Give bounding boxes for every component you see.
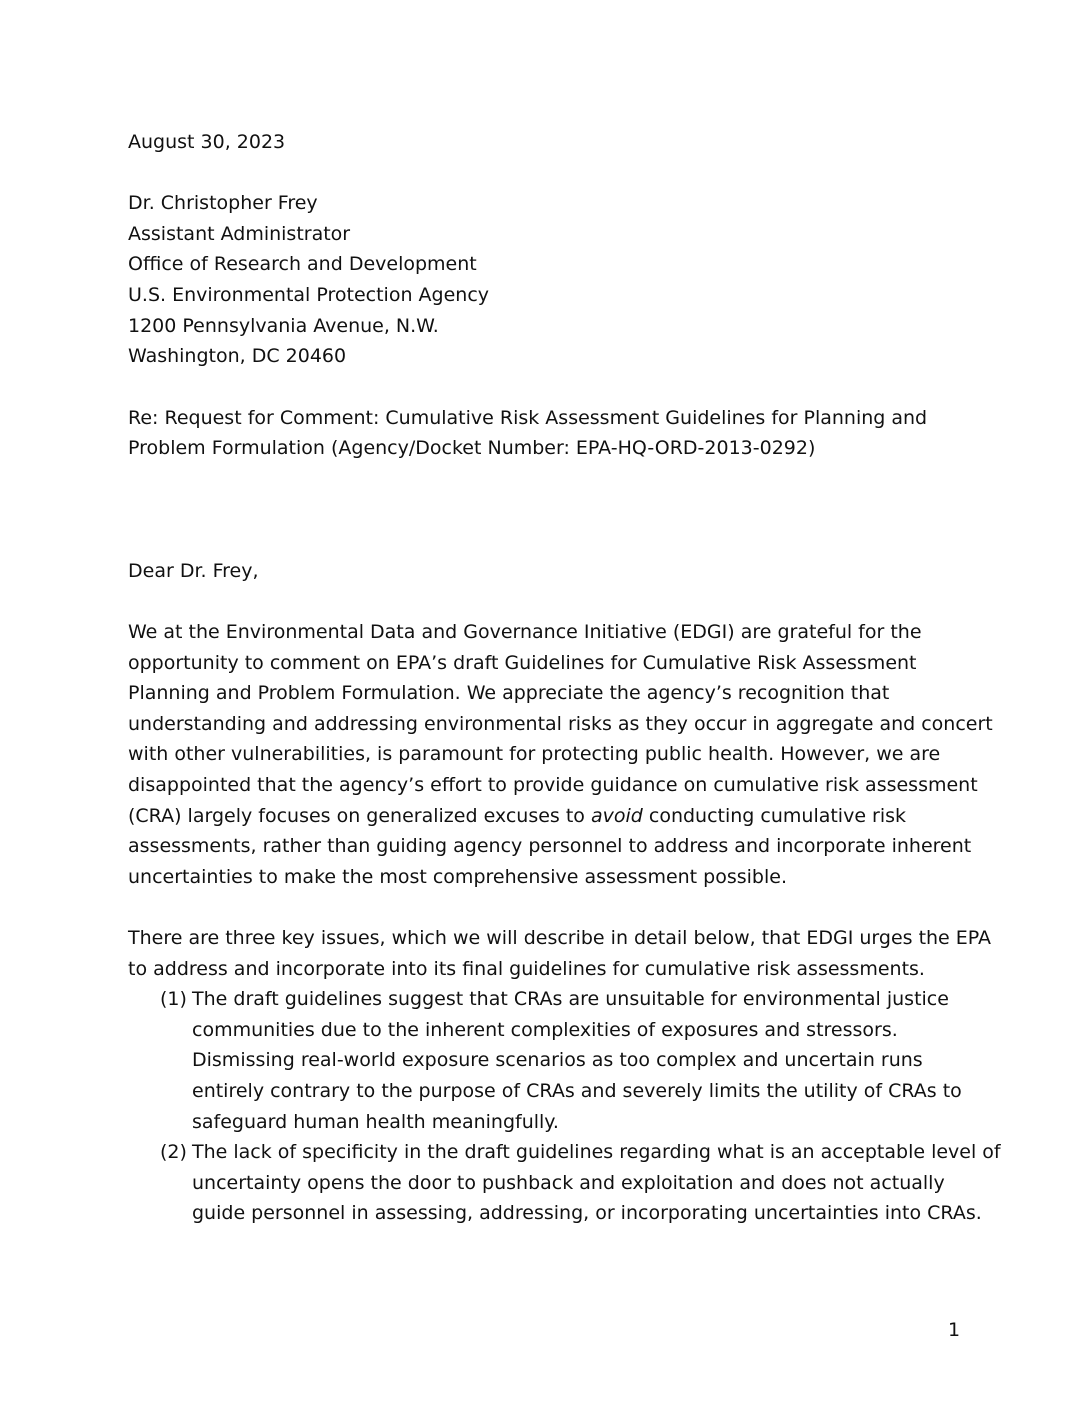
list-line: safeguard human health meaningfully. <box>192 1111 559 1133</box>
list-marker: (1) <box>160 988 187 1010</box>
paragraph-line: There are three key issues, which we will describe in detail below, that EDGI urges the EPA <box>128 927 992 949</box>
recipient-office: Office of Research and Development <box>128 253 477 275</box>
list-line: guide personnel in assessing, addressing, or incorporating uncertainties into CRAs. <box>192 1202 982 1224</box>
paragraph-line <box>128 804 906 828</box>
letter-date: August 30, 2023 <box>128 131 286 153</box>
paragraph-line: understanding and addressing environmental risks as they occur in aggregate and concert <box>128 713 993 735</box>
paragraph-line: with other vulnerabilities, is paramount for protecting public health. However, we are <box>128 743 941 765</box>
paragraph-text: (CRA) largely focuses on generalized excuses to <box>128 805 591 827</box>
list-line: entirely contrary to the purpose of CRAs and severely limits the utility of CRAs to <box>192 1080 962 1102</box>
paragraph-line: assessments, rather than guiding agency personnel to address and incorporate inherent <box>128 835 972 857</box>
recipient-street: 1200 Pennsylvania Avenue, N.W. <box>128 315 439 337</box>
list-line: The lack of specificity in the draft guidelines regarding what is an acceptable level of <box>192 1141 1001 1163</box>
page-number: 1 <box>948 1319 961 1341</box>
subject-line-1: Re: Request for Comment: Cumulative Risk Assessment Guidelines for Planning and <box>128 407 928 429</box>
paragraph-text: conducting cumulative risk <box>642 805 907 827</box>
list-line: The draft guidelines suggest that CRAs are unsuitable for environmental justice <box>192 988 949 1010</box>
recipient-agency: U.S. Environmental Protection Agency <box>128 284 490 306</box>
list-line: communities due to the inherent complexities of exposures and stressors. <box>192 1019 898 1041</box>
list-marker: (2) <box>160 1141 187 1163</box>
paragraph-line: Planning and Problem Formulation. We appreciate the agency’s recognition that <box>128 682 890 704</box>
salutation: Dear Dr. Frey, <box>128 560 259 582</box>
subject-line-2: Problem Formulation (Agency/Docket Number: EPA-HQ-ORD-2013-0292) <box>128 437 816 459</box>
paragraph-line: disappointed that the agency’s effort to provide guidance on cumulative risk assessment <box>128 774 978 796</box>
recipient-city: Washington, DC 20460 <box>128 345 347 367</box>
emphasis-text: avoid <box>590 805 643 827</box>
list-line: uncertainty opens the door to pushback and exploitation and does not actually <box>192 1172 945 1194</box>
recipient-name: Dr. Christopher Frey <box>128 192 318 214</box>
paragraph-line: uncertainties to make the most comprehensive assessment possible. <box>128 866 787 888</box>
list-line: Dismissing real-world exposure scenarios as too complex and uncertain runs <box>192 1049 923 1071</box>
paragraph-line: We at the Environmental Data and Governance Initiative (EDGI) are grateful for the <box>128 621 922 643</box>
recipient-title: Assistant Administrator <box>128 223 351 245</box>
paragraph-line: opportunity to comment on EPA’s draft Guidelines for Cumulative Risk Assessment <box>128 652 917 674</box>
paragraph-line: to address and incorporate into its final guidelines for cumulative risk assessments. <box>128 958 925 980</box>
